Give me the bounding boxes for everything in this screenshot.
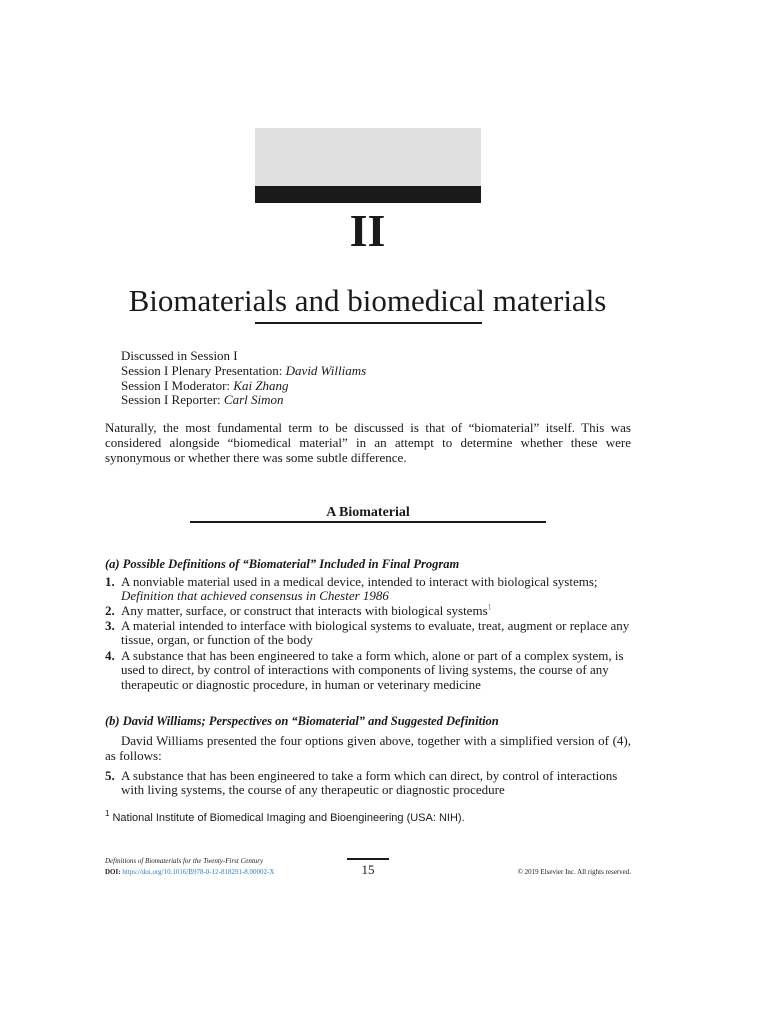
item-number: 1. <box>105 574 115 589</box>
definition-item <box>105 769 631 798</box>
definition-item <box>105 604 631 618</box>
copyright: © 2019 Elsevier Inc. All rights reserved. <box>517 868 631 876</box>
definition-item <box>105 575 631 604</box>
page-number: 15 <box>361 862 375 877</box>
part-number: II <box>349 205 386 256</box>
part-header-gray-block <box>255 128 481 186</box>
item-text: A substance that has been engineered to take a form which, alone or part of a complex system, is used to direct, by control of interactions with components of living systems, the course of any therapeutic or diagnostic procedure, in human or veterinary medicine <box>121 648 624 692</box>
intro-paragraph: Naturally, the most fundamental term to be discussed is that of “biomaterial” itself. This was considered alongside “biomedical material” in an attempt to determine whether these were synonymous or whether there was some subtle difference. <box>105 420 631 465</box>
footnote-number: 1 <box>105 809 110 819</box>
session-reporter <box>121 392 284 407</box>
doi-line <box>105 867 274 877</box>
item-number: 5. <box>105 768 115 783</box>
section-heading: A Biomaterial <box>326 505 410 520</box>
item-number: 2. <box>105 603 115 618</box>
plenary-label: Session I Plenary Presentation: <box>121 363 286 378</box>
session-moderator <box>121 378 289 393</box>
subheading-a: (a) Possible Definitions of “Biomaterial” Included in Final Program <box>105 557 460 571</box>
item-text: Any matter, surface, or construct that interacts with biological systems <box>121 603 488 618</box>
session-discussed: Discussed in Session I <box>121 348 238 363</box>
item-number: 3. <box>105 618 115 633</box>
item-text: A substance that has been engineered to take a form which can direct, by control of interactions with living systems, the course of any therapeutic or diagnostic procedure <box>121 768 618 798</box>
definition-item <box>105 619 631 648</box>
page-number-rule <box>347 858 389 860</box>
book-title: Definitions of Biomaterials for the Twenty-First Century <box>105 857 264 865</box>
williams-paragraph: David Williams presented the four options given above, together with a simplified version of (4), as follows: <box>105 733 631 763</box>
item-text: A material intended to interface with biological systems to evaluate, treat, augment or replace any tissue, organ, or function of the body <box>121 618 630 648</box>
doi-link[interactable]: https://doi.org/10.1016/B978-0-12-818291-8.00002-X <box>122 868 275 876</box>
plenary-name: David Williams <box>285 363 367 378</box>
item-number: 4. <box>105 648 115 663</box>
doi-label: DOI: <box>105 868 123 876</box>
reporter-name: Carl Simon <box>223 392 284 407</box>
reporter-label: Session I Reporter: <box>121 392 224 407</box>
section-underline <box>190 521 546 523</box>
part-header-black-bar <box>255 186 481 203</box>
item-text: A nonviable material used in a medical device, intended to interact with biological systems; <box>121 574 598 589</box>
footnote-reference[interactable]: 1 <box>487 602 492 612</box>
subheading-b: (b) David Williams; Perspectives on “Biomaterial” and Suggested Definition <box>105 714 499 728</box>
chapter-title: Biomaterials and biomedical materials <box>128 283 607 318</box>
footnote <box>105 809 465 825</box>
item-note: Definition that achieved consensus in Chester 1986 <box>121 588 389 604</box>
title-underline <box>255 322 482 324</box>
footnote-text: National Institute of Biomedical Imaging and Bioengineering (USA: NIH). <box>112 812 465 824</box>
definition-item <box>105 649 631 692</box>
moderator-label: Session I Moderator: <box>121 378 234 393</box>
session-plenary <box>121 363 366 378</box>
moderator-name: Kai Zhang <box>233 378 289 393</box>
